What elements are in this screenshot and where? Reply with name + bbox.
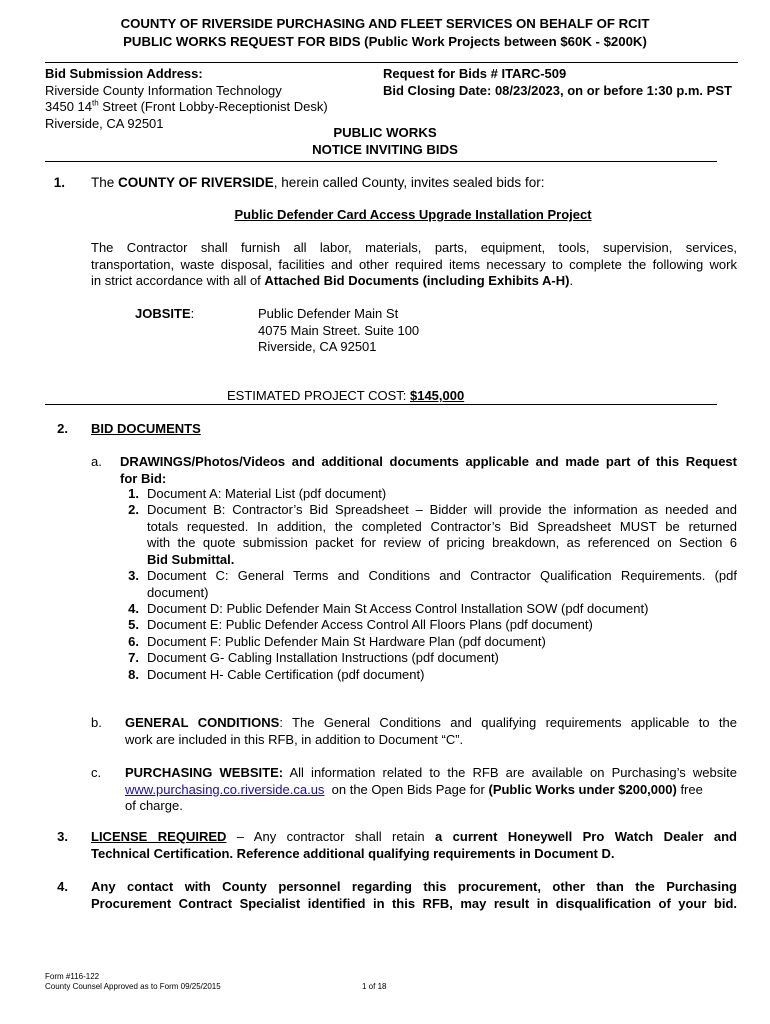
- document-item: [125, 486, 737, 503]
- scope-line-3-pre: in strict accordance with all of: [91, 273, 265, 288]
- license-required-label: LICENSE REQUIRED: [91, 829, 227, 844]
- bid-closing-date: Bid Closing Date: 08/23/2023, on or before 1:30 p.m. PST: [383, 82, 732, 98]
- doc-text: Document C: General Terms and Conditions and Contractor Qualification Requirements. (pdf: [147, 568, 737, 583]
- document-item: [125, 601, 737, 618]
- document-item: [125, 502, 737, 568]
- item-c-line-3: of charge.: [125, 798, 183, 813]
- doc-num: 8.: [128, 667, 139, 682]
- item-b-line-1-rest: : The General Conditions and qualifying requirements applicable to the: [279, 715, 737, 730]
- estimated-cost-label: ESTIMATED PROJECT COST:: [227, 388, 410, 403]
- doc-text: Document D: Public Defender Main St Access Control Installation SOW (pdf document): [147, 601, 649, 616]
- header-line-1: COUNTY OF RIVERSIDE PURCHASING AND FLEET SERVICES ON BEHALF OF RCIT: [120, 16, 650, 31]
- doc-num: 3.: [128, 568, 139, 583]
- address-street-sup: th: [92, 98, 99, 108]
- doc-text: Document A: Material List (pdf document): [147, 486, 387, 501]
- item-b-line-1: [125, 715, 737, 732]
- general-conditions-label: GENERAL CONDITIONS: [125, 715, 280, 730]
- purchasing-website-label: PURCHASING WEBSITE:: [125, 765, 284, 780]
- doc-text: Document H- Cable Certification (pdf document): [147, 667, 425, 682]
- jobsite-line-1: Public Defender Main St: [258, 306, 399, 321]
- section-3-line-1: [91, 829, 737, 846]
- section-3-number: 3.: [57, 829, 68, 844]
- address-line-1: Riverside County Information Technology: [45, 82, 282, 98]
- item-c-line-1-rest: All information related to the RFB are available on Purchasing’s website: [283, 765, 737, 780]
- jobsite-label: [135, 306, 194, 323]
- request-block: [383, 66, 732, 99]
- doc-text: Document G- Cabling Installation Instructions (pdf document): [147, 650, 499, 665]
- doc-num: 6.: [128, 634, 139, 649]
- page-number: 1 of 18: [362, 982, 387, 991]
- item-a-line-1: DRAWINGS/Photos/Videos and additional documents applicable and made part of this Request: [120, 454, 737, 469]
- doc-text: with the quote submission packet for review of pricing breakdown, as referenced on Section 6: [147, 535, 737, 550]
- header-rule: [45, 62, 738, 63]
- item-c-line-2-post: free: [676, 781, 703, 797]
- document-item: [125, 634, 737, 651]
- item-c-line-2-mid: on the Open Bids Page for: [324, 781, 489, 797]
- section-3-text: [91, 829, 737, 862]
- item-a-line-2: for Bid:: [120, 470, 167, 486]
- item-c-line-1: [125, 765, 737, 782]
- doc-text: Document E: Public Defender Access Control All Floors Plans (pdf document): [147, 617, 593, 632]
- document-item: [125, 667, 737, 684]
- item-a-text: [120, 454, 737, 487]
- item-b-letter: b.: [91, 715, 102, 730]
- section-4-line-1: Any contact with County personnel regarding this procurement, other than the Purchasing: [91, 879, 737, 894]
- document-item: [125, 650, 737, 667]
- counsel-approval: County Counsel Approved as to Form 09/25/2015: [45, 982, 221, 991]
- item-c-letter: c.: [91, 765, 102, 780]
- jobsite-address: [258, 306, 419, 356]
- doc-num: 5.: [128, 617, 139, 632]
- address-street-number: 3450 14: [45, 99, 92, 114]
- address-street: [45, 99, 328, 116]
- section-4-line-2: Procurement Contract Specialist identified in this RFB, may result in disqualification of your bid.: [91, 895, 737, 911]
- scope-line-3-post: .: [569, 273, 574, 288]
- section-1-number: 1.: [53, 175, 65, 190]
- item-b-line-2: work are included in this RFB, in addition to Document “C”.: [125, 731, 464, 747]
- item-b-text: [125, 715, 737, 748]
- attached-bid-docs: Attached Bid Documents (including Exhibits A-H): [264, 273, 570, 288]
- intro-pre: The: [91, 175, 119, 190]
- section-4-number: 4.: [57, 879, 68, 894]
- request-number: Request for Bids # ITARC-509: [383, 66, 567, 81]
- scope-line-2: transportation, waste disposal, facilities and other required items necessary to complete the following work: [91, 256, 737, 272]
- section-1-intro: [91, 175, 544, 192]
- address-block: [45, 66, 328, 132]
- county-name: COUNTY OF RIVERSIDE: [118, 175, 274, 190]
- scope-line-1: The Contractor shall furnish all labor, materials, parts, equipment, tools, supervision, services,: [91, 240, 737, 255]
- estimated-cost: [227, 388, 464, 405]
- doc-text: Document F: Public Defender Main St Hardware Plan (pdf document): [147, 634, 546, 649]
- intro-post: , herein called County, invites sealed bids for:: [273, 175, 545, 190]
- section-3-line-1-mid: – Any contractor shall retain: [226, 829, 435, 844]
- notice-title: [0, 124, 770, 158]
- jobsite-colon: :: [190, 306, 195, 321]
- address-label: Bid Submission Address:: [45, 66, 203, 81]
- cost-rule: [45, 404, 717, 405]
- notice-rule: [45, 161, 717, 162]
- section-3-line-1-bold: a current Honeywell Pro Watch Dealer and: [435, 829, 737, 844]
- public-works-limit: (Public Works under $200,000): [488, 781, 677, 797]
- form-number: Form #116-122: [45, 972, 100, 981]
- item-c-text: [125, 765, 737, 815]
- scope-paragraph: [91, 240, 737, 290]
- purchasing-website-link[interactable]: www.purchasing.co.riverside.ca.us: [125, 781, 325, 797]
- address-city: Riverside, CA 92501: [45, 115, 164, 131]
- address-street-rest: Street (Front Lobby-Receptionist Desk): [98, 99, 328, 114]
- doc-text: Document B: Contractor’s Bid Spreadsheet – Bidder will provide the information as needed and: [147, 502, 737, 517]
- notice-line-1: PUBLIC WORKS: [333, 125, 437, 140]
- jobsite-line-2: 4075 Main Street. Suite 100: [258, 322, 420, 338]
- doc-text: totals requested. In addition, the completed Contractor’s Bid Spreadsheet MUST be returned: [147, 518, 737, 534]
- item-c-line-2: [125, 782, 737, 799]
- scope-line-3: [91, 273, 737, 290]
- notice-line-2: NOTICE INVITING BIDS: [312, 142, 458, 157]
- doc-text: document): [147, 584, 209, 600]
- bid-submittal: Bid Submittal.: [147, 551, 235, 567]
- section-3-line-2: Technical Certification. Reference additional qualifying requirements in Document D.: [91, 845, 615, 861]
- doc-num: 2.: [128, 502, 139, 517]
- project-title: Public Defender Card Access Upgrade Installation Project: [234, 207, 592, 222]
- document-item: [125, 617, 737, 634]
- header-line-2: PUBLIC WORKS REQUEST FOR BIDS (Public Work Projects between $60K - $200K): [123, 34, 647, 49]
- doc-num: 1.: [128, 486, 139, 501]
- footer-left: [45, 972, 221, 992]
- estimated-cost-value: $145,000: [409, 388, 465, 403]
- item-a-letter: a.: [91, 454, 102, 469]
- section-4-text: [91, 879, 737, 912]
- jobsite-line-3: Riverside, CA 92501: [258, 339, 377, 354]
- doc-num: 4.: [128, 601, 139, 616]
- section-2-number: 2.: [57, 421, 68, 436]
- jobsite-label-text: JOBSITE: [135, 306, 191, 321]
- document-item: [125, 568, 737, 601]
- doc-num: 7.: [128, 650, 139, 665]
- section-2-title: BID DOCUMENTS: [91, 421, 201, 436]
